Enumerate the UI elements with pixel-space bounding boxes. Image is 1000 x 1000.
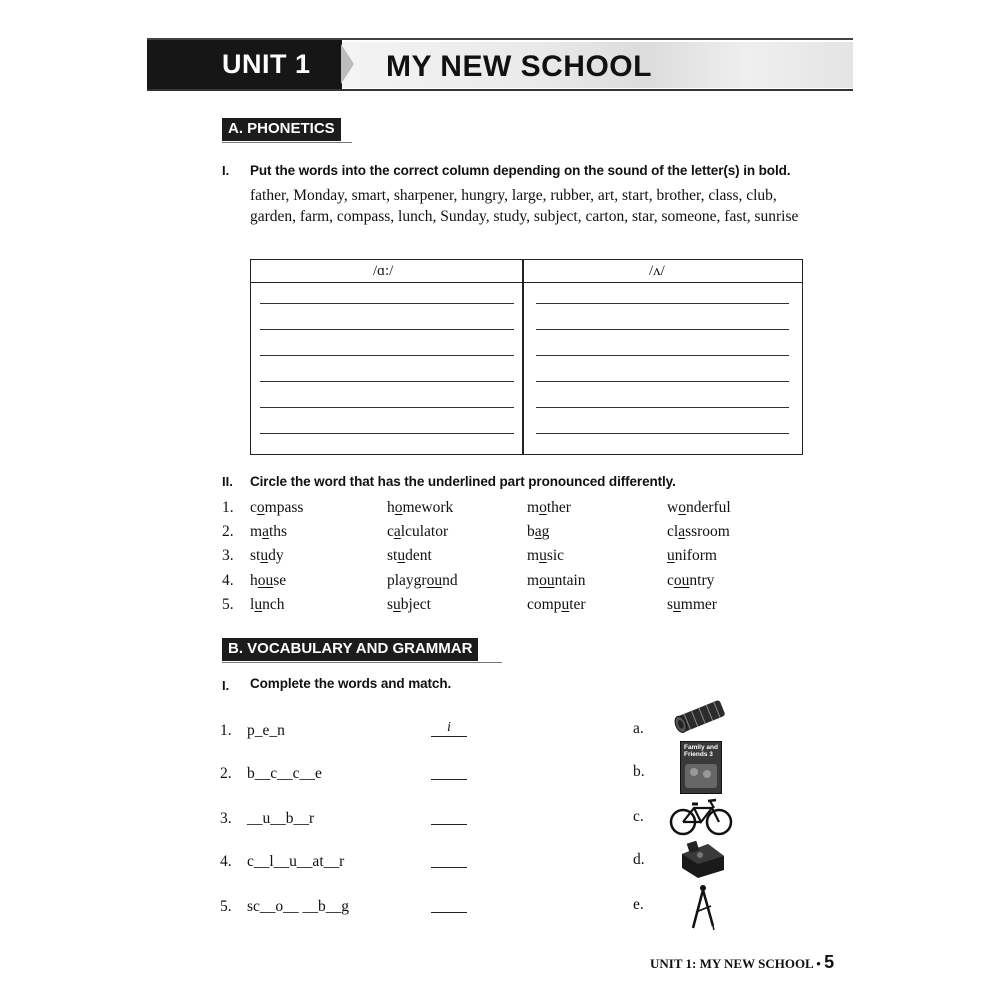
answer-option[interactable] <box>387 499 453 517</box>
incomplete-word: c__l__u__at__r <box>247 853 345 870</box>
exercise-number: II. <box>222 474 233 489</box>
answer-option[interactable] <box>250 499 303 517</box>
word-part: niform <box>674 547 717 565</box>
sound-column-uh: /ʌ/ <box>649 263 665 279</box>
question-number: 4. <box>222 571 234 589</box>
sound-column-aa: /ɑ:/ <box>373 263 394 279</box>
page-number: 5 <box>824 952 835 972</box>
word-part: h <box>387 499 395 516</box>
word-part: c <box>667 571 674 589</box>
answer-option[interactable] <box>527 596 586 614</box>
footer-text: UNIT 1: MY NEW SCHOOL • <box>650 956 821 971</box>
writing-line <box>536 407 789 408</box>
underlined-part: o <box>394 499 403 516</box>
incomplete-word: p_e_n <box>247 722 285 739</box>
picture-letter: c. <box>633 808 644 825</box>
answer-option[interactable] <box>667 499 731 517</box>
underlined-part: u <box>561 595 570 613</box>
answer-blank[interactable] <box>431 851 467 868</box>
writing-line <box>536 303 789 304</box>
question-number: 1. <box>222 499 234 516</box>
writing-line <box>260 303 514 304</box>
word-part: s <box>667 595 674 613</box>
incomplete-word: __u__b__r <box>247 810 315 827</box>
picture-letter: e. <box>633 896 644 913</box>
exercise-number: I. <box>222 163 230 178</box>
writing-line <box>260 407 514 408</box>
word-part: nch <box>262 595 285 613</box>
writing-line <box>536 381 789 382</box>
section-b-underline <box>222 662 502 663</box>
item-number: 1. <box>220 722 232 739</box>
word-part: comp <box>527 595 562 613</box>
answer-blank[interactable] <box>431 808 467 825</box>
underlined-part: u <box>673 595 681 613</box>
word-part: c <box>250 499 257 516</box>
underlined-part: a <box>534 523 542 541</box>
answer-option[interactable] <box>387 596 431 614</box>
answer-option[interactable] <box>527 547 564 565</box>
compass-icon <box>688 884 718 930</box>
underlined-part: u <box>393 595 401 613</box>
answer-option[interactable] <box>250 547 284 565</box>
sound-table-divider <box>522 260 524 454</box>
answer-option[interactable] <box>667 523 730 541</box>
word-part: dy <box>268 547 284 565</box>
word-part: ntain <box>554 571 586 589</box>
exercise-instruction: Put the words into the correct column depending on the sound of the letter(s) in bold. <box>250 163 791 178</box>
exercise-number: I. <box>222 678 230 693</box>
underlined-part: o <box>256 499 265 516</box>
word-part: c <box>387 523 394 541</box>
word-part: g <box>541 523 550 541</box>
word-part: cl <box>667 523 679 541</box>
picture-letter: a. <box>633 720 644 737</box>
section-a-underline <box>222 142 352 143</box>
answer-option[interactable] <box>527 523 549 541</box>
answer-option[interactable] <box>527 499 571 517</box>
answer-option[interactable] <box>387 572 458 590</box>
word-part: ssroom <box>685 523 730 541</box>
item-number: 3. <box>220 810 232 827</box>
writing-line <box>536 329 789 330</box>
book-icon <box>680 741 722 794</box>
item-number: 2. <box>220 765 232 782</box>
answer-blank[interactable] <box>431 763 467 780</box>
exercise-instruction: Circle the word that has the underlined part pronounced differently. <box>250 474 676 489</box>
unit-label: UNIT 1 <box>222 49 311 79</box>
word-part: m <box>527 499 540 516</box>
answer-option[interactable] <box>250 596 284 614</box>
answer-option[interactable] <box>667 572 714 590</box>
unit-badge-arrow-shadow <box>341 44 354 84</box>
section-a-tag: A. PHONETICS <box>222 118 341 141</box>
underlined-part: ou <box>539 571 555 589</box>
word-part: se <box>273 571 287 589</box>
underlined-part: u <box>667 547 675 565</box>
banner-bottom-rule <box>147 89 853 91</box>
underlined-part: ou <box>426 571 443 589</box>
page-footer <box>650 952 834 973</box>
answer-option[interactable] <box>667 547 717 565</box>
word-part: dent <box>405 547 432 565</box>
rolled-mat-icon <box>672 696 728 736</box>
underlined-part: ou <box>257 571 274 589</box>
word-list: father, Monday, smart, sharpener, hungry, large, rubber, art, start, brother, class, club, garden, farm, compass, lunch, Sunday, study, subject, carton, star, someone, fast, sunrise <box>250 187 799 225</box>
answer-option[interactable] <box>250 572 286 590</box>
underlined-part: a <box>393 523 401 541</box>
underlined-part: o <box>678 499 686 516</box>
answer-option[interactable] <box>667 596 717 614</box>
word-part: lculator <box>400 523 449 541</box>
word-part: ther <box>546 499 571 516</box>
word-part: nderful <box>685 499 731 516</box>
incomplete-word: b__c__c__e <box>247 765 322 782</box>
underlined-part: ou <box>673 571 690 589</box>
word-part: st <box>387 547 398 565</box>
question-number: 3. <box>222 547 234 565</box>
incomplete-word: sc__o__ __b__g <box>247 898 350 915</box>
writing-line <box>260 355 514 356</box>
underlined-part: a <box>678 523 686 541</box>
word-part: sic <box>546 547 565 565</box>
answer-option[interactable] <box>250 523 287 541</box>
writing-line <box>260 381 514 382</box>
question-number: 5. <box>222 595 234 613</box>
writing-line <box>260 329 514 330</box>
pencil-sharpener-icon <box>678 838 726 880</box>
picture-letter: b. <box>633 763 645 780</box>
answer-option[interactable] <box>527 572 586 590</box>
word-part: playgr <box>387 571 427 589</box>
underlined-part: u <box>539 547 547 565</box>
question-number: 2. <box>222 523 234 541</box>
word-part: ntry <box>689 571 715 589</box>
word-part: bject <box>400 595 431 613</box>
word-part: mework <box>402 499 454 516</box>
word-part: ter <box>569 595 586 613</box>
word-part: w <box>667 499 679 516</box>
word-part: s <box>387 595 394 613</box>
underlined-part: u <box>397 547 406 565</box>
answer-blank[interactable] <box>431 896 467 913</box>
word-part: l <box>250 595 255 613</box>
writing-line <box>536 433 789 434</box>
section-b-tag: B. VOCABULARY AND GRAMMAR <box>222 638 478 661</box>
answer-blank[interactable]: i <box>431 720 467 737</box>
writing-line <box>260 433 514 434</box>
underlined-part: a <box>262 523 269 541</box>
sound-table-header <box>251 260 802 283</box>
word-part: st <box>250 547 261 565</box>
picture-letter: d. <box>633 851 645 868</box>
word-part: mpass <box>264 499 304 516</box>
word-part: mmer <box>680 595 717 613</box>
book-title: Family and Friends 3 <box>684 744 718 758</box>
writing-line <box>536 355 789 356</box>
answer-option[interactable] <box>387 523 448 541</box>
bicycle-icon <box>668 796 734 836</box>
item-number: 4. <box>220 853 232 870</box>
word-part: m <box>527 571 540 589</box>
exercise-instruction: Complete the words and match. <box>250 676 452 691</box>
answer-option[interactable] <box>387 547 432 565</box>
word-part: m <box>250 523 263 541</box>
item-number: 5. <box>220 898 232 915</box>
underlined-part: u <box>260 547 269 565</box>
word-part: nd <box>442 571 458 589</box>
word-part: m <box>527 547 540 565</box>
underlined-part: o <box>539 499 547 516</box>
word-part: b <box>527 523 535 541</box>
word-part: ths <box>268 523 288 541</box>
page-title: MY NEW SCHOOL <box>386 50 652 83</box>
sound-table <box>250 259 803 455</box>
word-part: h <box>250 571 258 589</box>
underlined-part: u <box>254 595 263 613</box>
